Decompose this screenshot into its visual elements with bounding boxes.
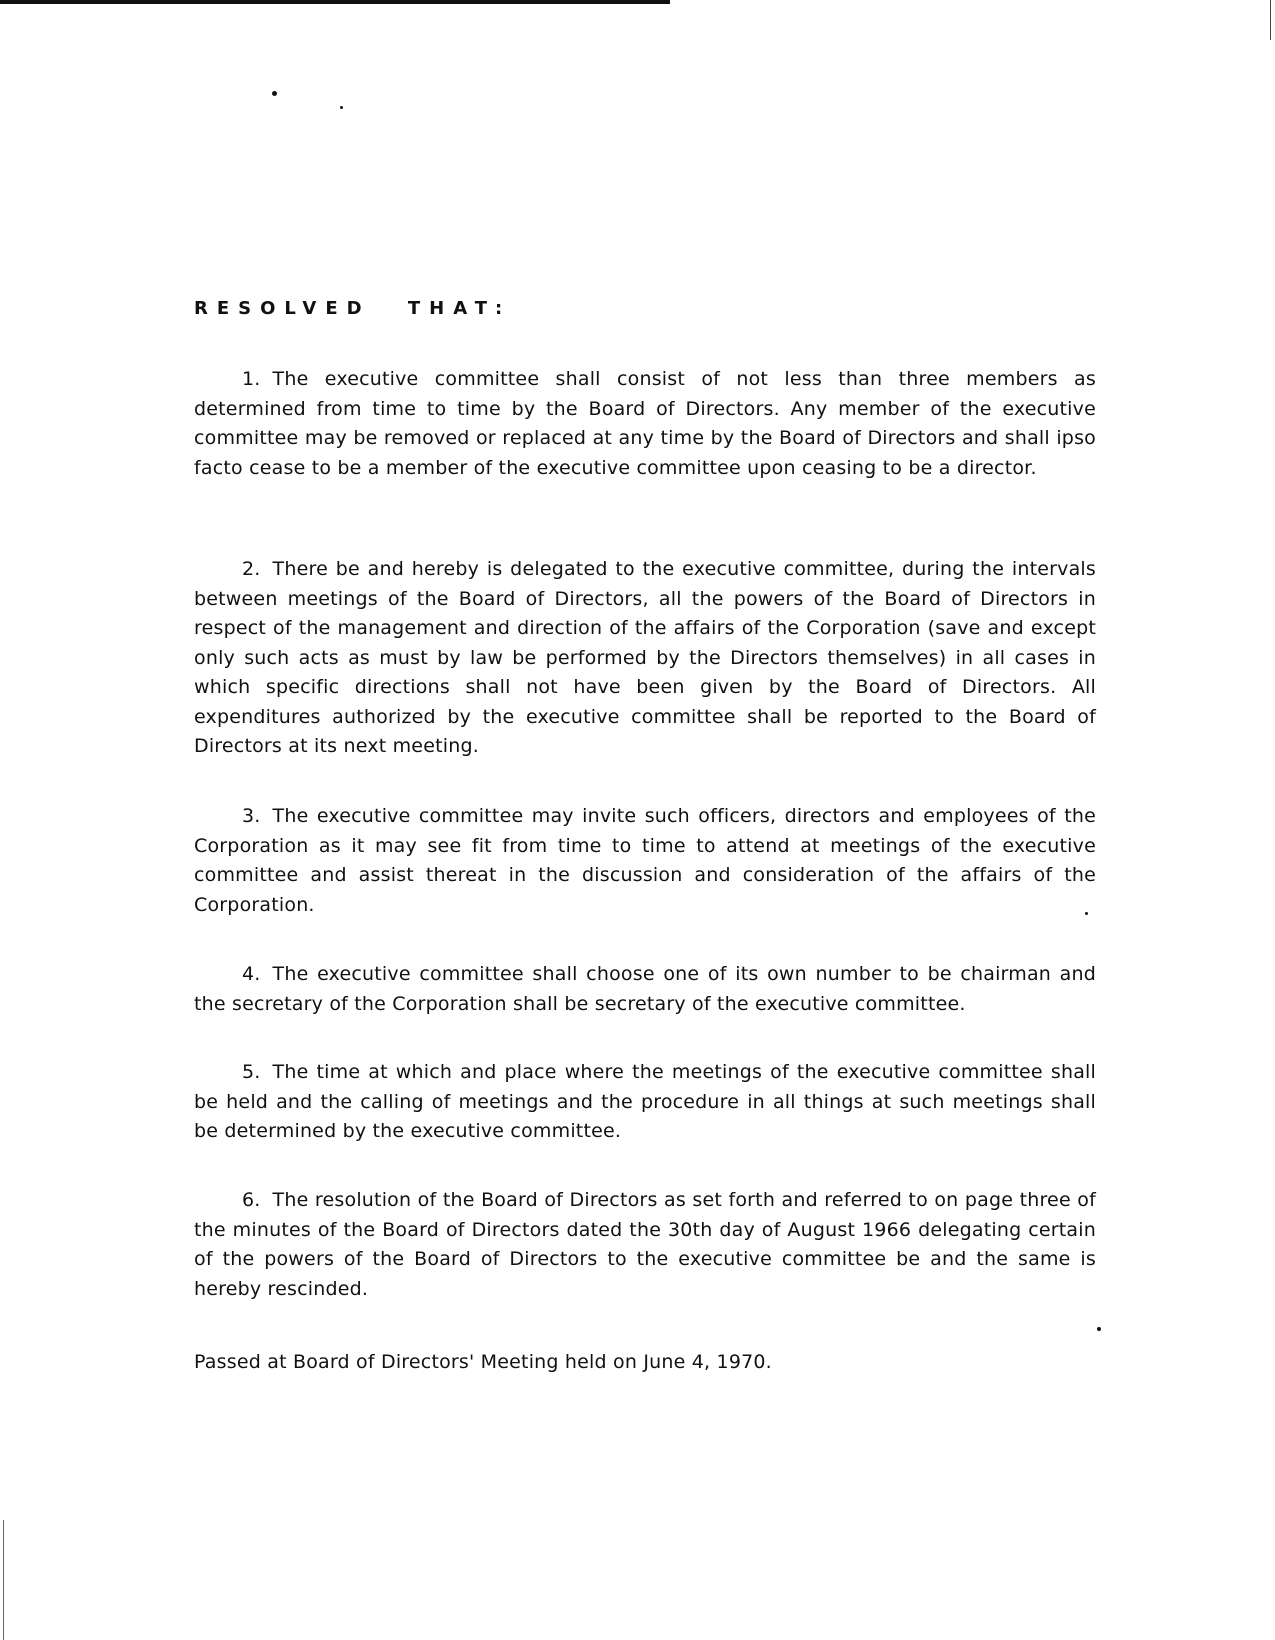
paragraph-text: The executive committee shall choose one of its own number to be chairman and the secretary of the Corporation shall be secretary of the executive committee. <box>194 963 1096 1015</box>
paragraph-number: 4. <box>242 963 261 985</box>
paragraph-number: 1. <box>242 368 261 390</box>
resolution-paragraph-1 <box>194 365 1096 483</box>
paragraph-text: The executive committee may invite such officers, directors and employees of the Corporation as it may see fit from time to time to attend at meetings of the executive committee and assist thereat in the discussion and consideration of the affairs of the Corporation. <box>194 805 1096 916</box>
scan-right-edge <box>1270 0 1271 40</box>
scan-left-edge <box>3 1520 4 1640</box>
paragraph-text: The resolution of the Board of Directors as set forth and referred to on page three of the minutes of the Board of Directors dated the 30th day of August 1966 delegating certain of the powers of the Board of Directors to the executive committee be and the same is hereby rescinded. <box>194 1189 1096 1300</box>
paragraph-text: There be and hereby is delegated to the executive committee, during the intervals between meetings of the Board of Directors, all the powers of the Board of Directors in respect of the management and direction of the affairs of the Corporation (save and except only such acts as must by law be performed by the Directors themselves) in all cases in which specific directions shall not have been given by the Board of Directors. All expenditures authorized by the executive committee shall be reported to the Board of Directors at its next meeting. <box>194 558 1096 757</box>
paragraph-number: 6. <box>242 1189 261 1211</box>
paragraph-text: The time at which and place where the meetings of the executive committee shall be held and the calling of meetings and the procedure in all things at such meetings shall be determined by the executive committee. <box>194 1061 1096 1142</box>
resolution-heading: RESOLVED THAT: <box>194 298 512 319</box>
passed-date-note: Passed at Board of Directors' Meeting held on June 4, 1970. <box>194 1351 772 1373</box>
resolution-paragraph-6 <box>194 1186 1096 1304</box>
paragraph-number: 2. <box>242 558 261 580</box>
resolution-paragraph-5 <box>194 1058 1096 1147</box>
paragraph-number: 5. <box>242 1061 261 1083</box>
resolution-paragraph-2 <box>194 555 1096 762</box>
scan-speck <box>1097 1327 1101 1331</box>
scan-speck <box>272 91 277 96</box>
scan-top-rule <box>0 0 670 4</box>
resolution-paragraph-4 <box>194 960 1096 1019</box>
resolution-paragraph-3 <box>194 802 1096 920</box>
scan-speck <box>340 106 343 109</box>
paragraph-text: The executive committee shall consist of not less than three members as determined from time to time by the Board of Directors. Any member of the executive committee may be removed or replaced at any time by the Board of Directors and shall ipso facto cease to be a member of the executive committee upon ceasing to be a director. <box>194 368 1096 479</box>
paragraph-number: 3. <box>242 805 261 827</box>
